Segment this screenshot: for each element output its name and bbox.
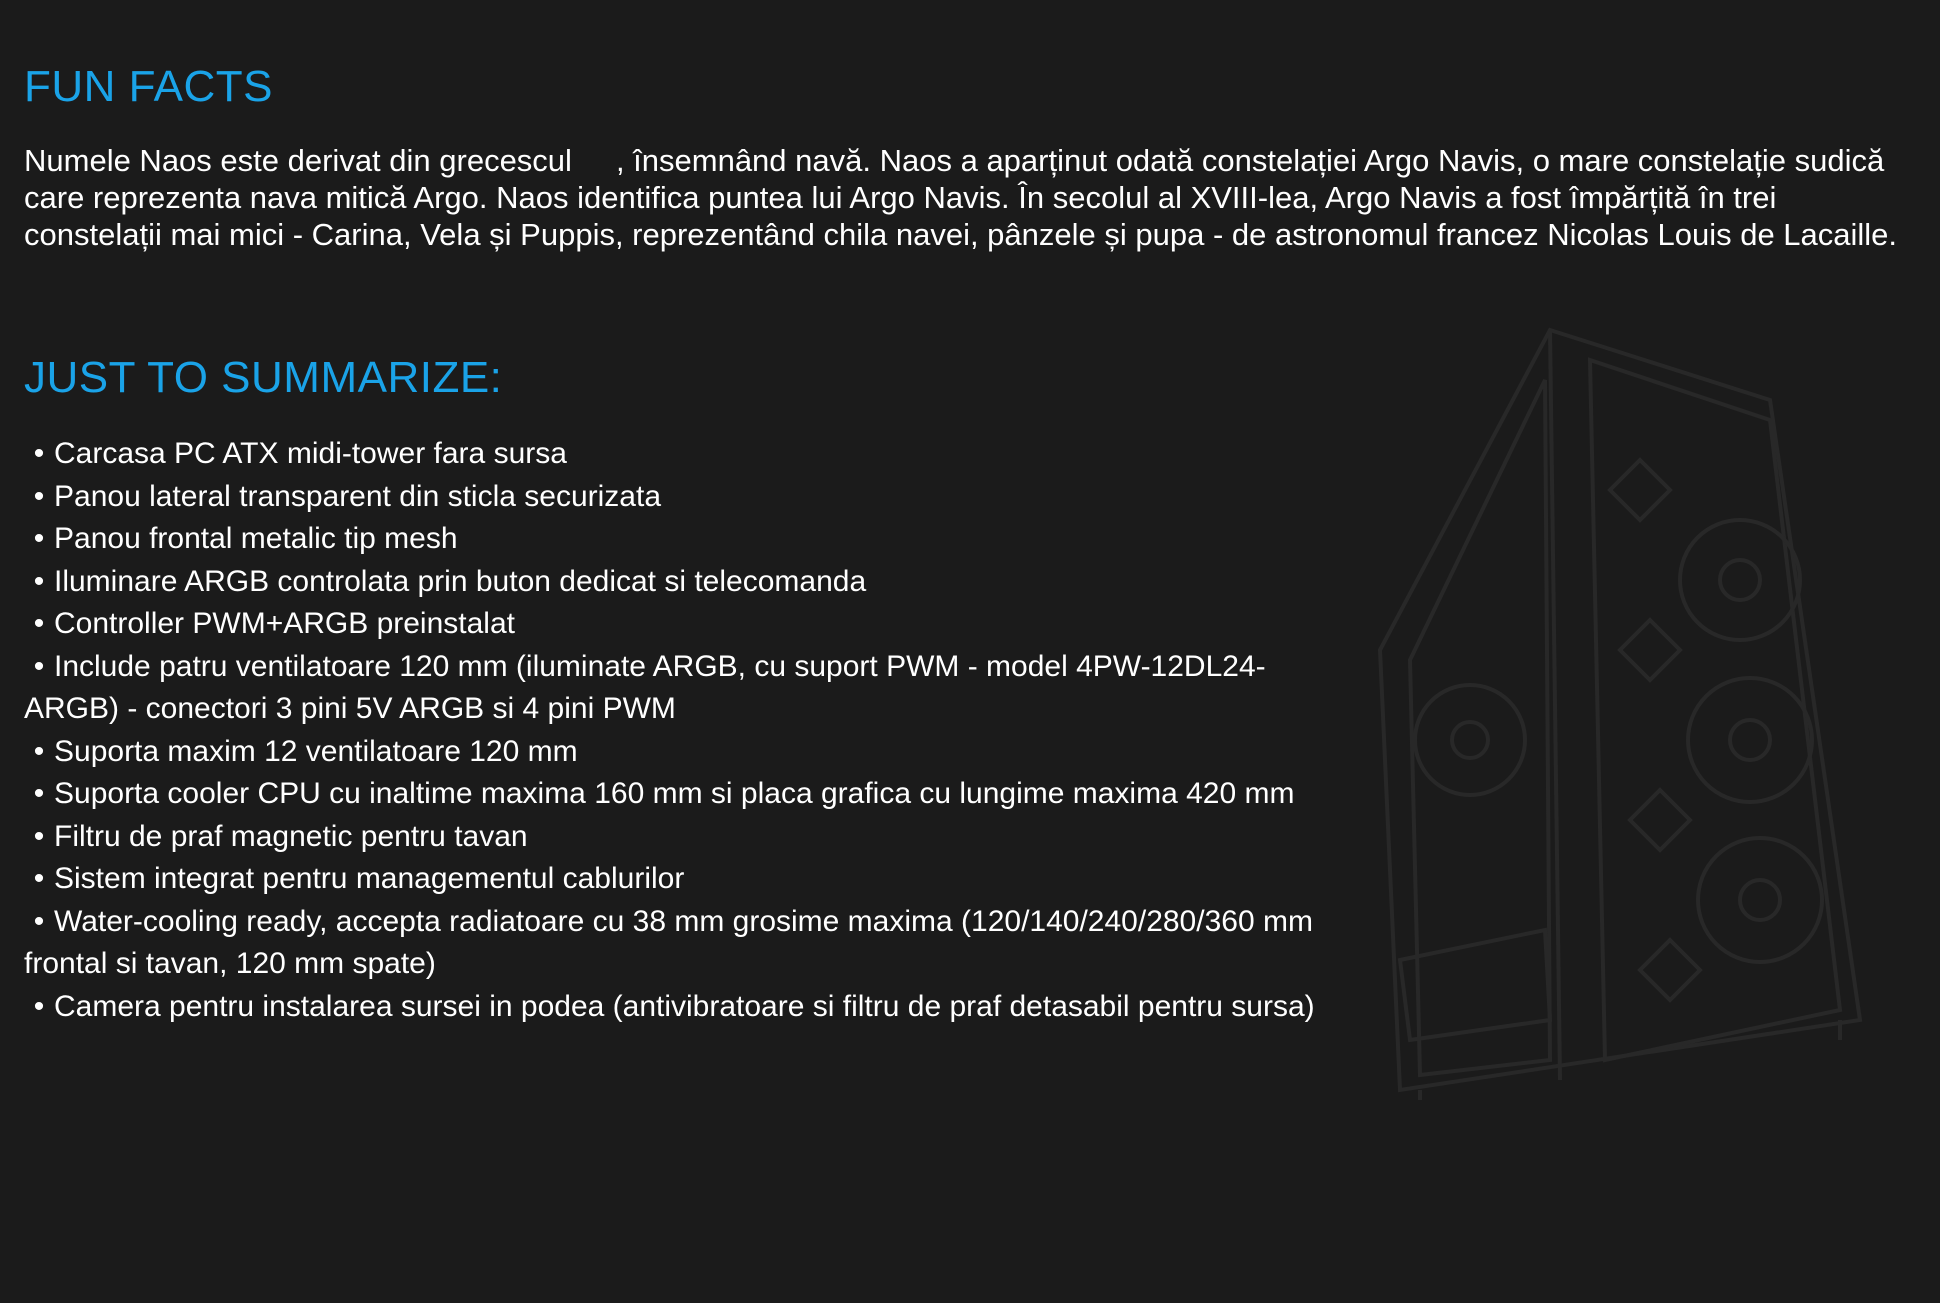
bullet-icon: • [33,479,45,513]
bullet-icon: • [33,777,45,810]
list-item: • Camera pentru instalarea sursei in podea (antivibratoare si filtru de praf detasabil pentru sursa) [24,986,1344,1029]
list-item: • Filtru de praf magnetic pentru tavan [24,816,1344,859]
bullet-icon: • [33,607,45,640]
list-item: • Panou frontal metalic tip mesh [24,518,1344,561]
bullet-icon: • [33,819,45,853]
bullet-icon: • [33,989,45,1023]
fun-facts-text-start: Numele Naos este derivat din grecescul [24,143,572,178]
fun-facts-text-end: , însemnând navă. Naos a aparținut odată constelației Argo Navis, o mare constelație sudică care reprezenta nava mitică Argo. Naos identifica puntea lui Argo Navis. În secolul al XVIII-lea, Argo Navis a fost împărțită în trei constelații mai mici - Carina, Vela și Puppis, reprezentând chila navei, pânzele și pupa - de astronomul francez Nicolas Louis de Lacaille. [24,143,1898,252]
list-item: • Suporta maxim 12 ventilatoare 120 mm [24,731,1344,774]
list-item: • Sistem integrat pentru managementul cablurilor [24,858,1344,901]
list-item: • Panou lateral transparent din sticla securizata [24,476,1344,519]
list-item: • Iluminare ARGB controlata prin buton dedicat si telecomanda [24,561,1344,604]
bullet-icon: • [33,564,45,598]
summary-list [24,433,1344,1028]
bullet-icon: • [33,904,45,938]
fun-facts-title: FUN FACTS [24,62,273,111]
bullet-icon: • [33,649,45,683]
bullet-icon: • [33,862,45,895]
list-item: • Water-cooling ready, accepta radiatoare cu 38 mm grosime maxima (120/140/240/280/360 mm frontal si tavan, 120 mm spate) [24,901,1344,986]
fun-facts-text [24,142,1904,253]
list-item: • Carcasa PC ATX midi-tower fara sursa [24,433,1344,476]
bullet-icon: • [33,522,45,555]
list-item: • Include patru ventilatoare 120 mm (iluminate ARGB, cu suport PWM - model 4PW-12DL24-ARGB) - conectori 3 pini 5V ARGB si 4 pini PWM [24,646,1344,731]
list-item: • Controller PWM+ARGB preinstalat [24,603,1344,646]
bullet-icon: • [33,734,45,768]
summary-title: JUST TO SUMMARIZE: [24,353,503,402]
pc-case-icon [1340,320,1900,1100]
bullet-icon: • [33,437,45,470]
list-item: • Suporta cooler CPU cu inaltime maxima 160 mm si placa grafica cu lungime maxima 420 mm [24,773,1344,816]
